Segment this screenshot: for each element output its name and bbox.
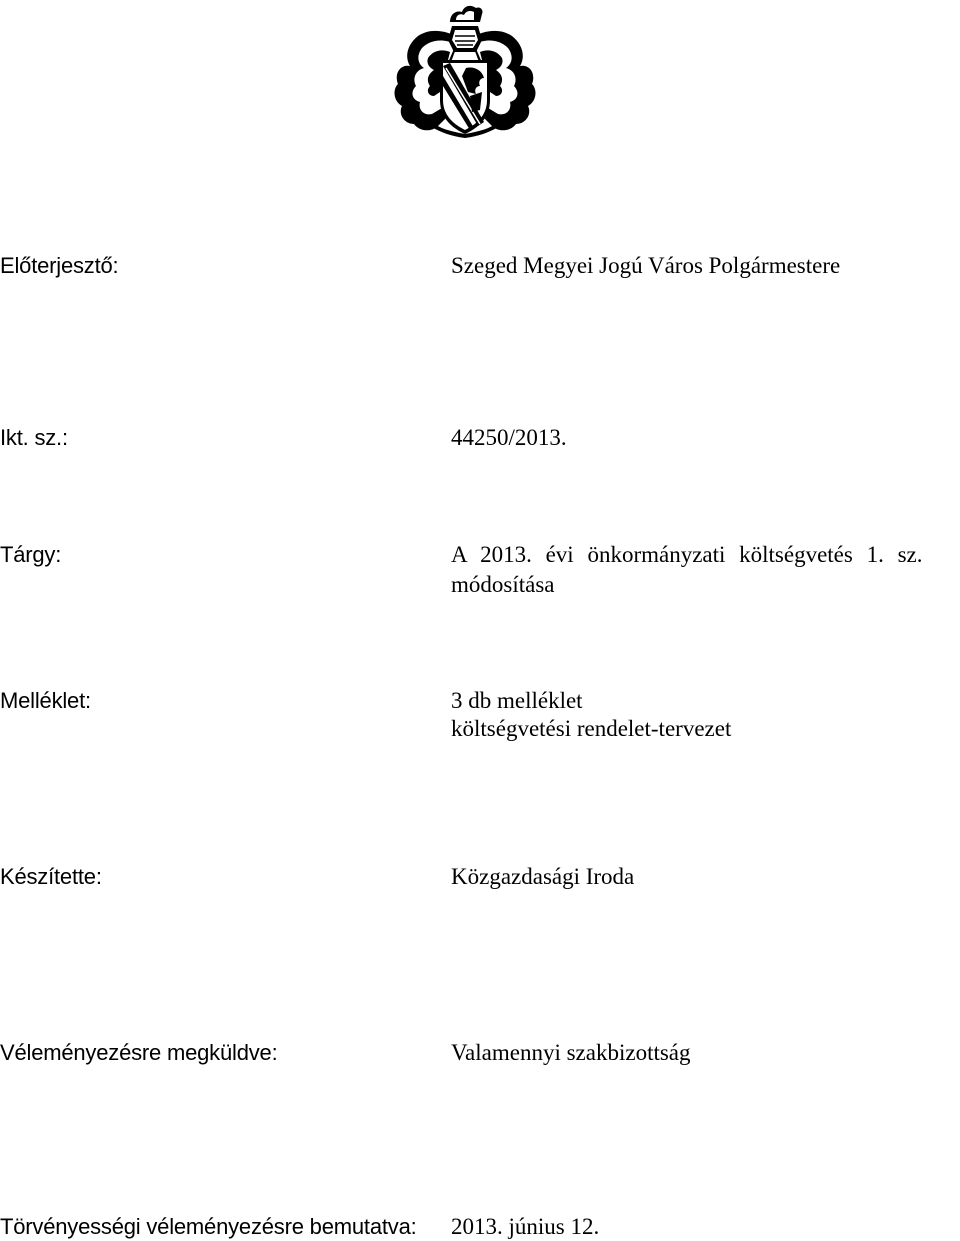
attachment-label: Melléklet: xyxy=(0,688,91,713)
subject-value-line-2: módosítása xyxy=(451,572,555,597)
attachment-value-line-1: 3 db melléklet xyxy=(451,688,583,713)
sent-for-opinion-value: Valamennyi szakbizottság xyxy=(451,1040,691,1065)
prepared-by-value: Közgazdasági Iroda xyxy=(451,864,635,889)
subject-label: Tárgy: xyxy=(0,542,62,567)
legal-review-label: Törvényességi véleményezésre bemutatva: xyxy=(0,1214,417,1239)
legal-review-value: 2013. június 12. xyxy=(451,1214,600,1239)
presenter-value: Szeged Megyei Jogú Város Polgármestere xyxy=(451,253,841,278)
attachment-value xyxy=(451,689,731,741)
reference-label: Ikt. sz.: xyxy=(0,425,68,450)
presenter-label: Előterjesztő: xyxy=(0,253,119,278)
subject-value xyxy=(451,543,923,597)
coat-of-arms-icon xyxy=(390,0,540,140)
reference-value: 44250/2013. xyxy=(451,425,567,450)
attachment-value-line-2: költségvetési rendelet-tervezet xyxy=(451,716,732,741)
sent-for-opinion-label: Véleményezésre megküldve: xyxy=(0,1040,278,1065)
prepared-by-label: Készítette: xyxy=(0,864,102,889)
subject-value-line-1: A 2013. évi önkormányzati költségvetés 1. sz. xyxy=(451,542,923,567)
